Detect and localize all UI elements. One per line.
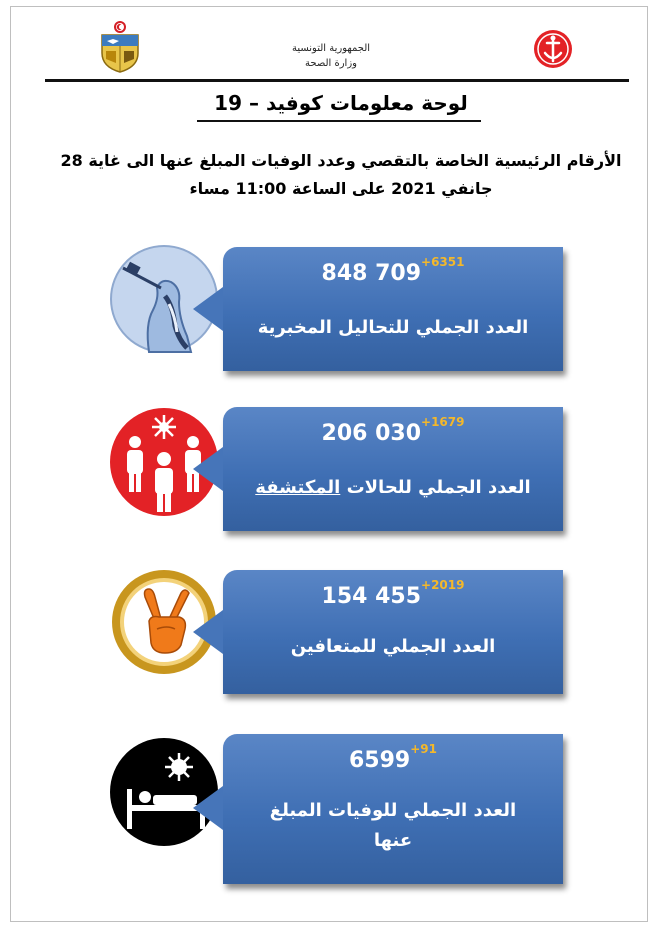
title-underline xyxy=(197,120,481,122)
stat-label xyxy=(233,796,553,856)
page-title: لوحة معلومات كوفيد – 19 xyxy=(214,91,468,115)
stat-label-underlined: المكتشفة xyxy=(255,477,341,498)
header-rule xyxy=(45,79,629,82)
total-value xyxy=(223,578,563,609)
daily-delta: +6351 xyxy=(421,255,465,269)
total-value xyxy=(223,415,563,446)
health-ministry-logo-icon xyxy=(533,29,573,69)
total-number: 6599 xyxy=(349,748,411,773)
total-number: 848 709 xyxy=(321,261,422,286)
ministry-name: وزارة الصحة xyxy=(305,58,357,69)
total-number: 206 030 xyxy=(321,421,422,446)
stat-card-lab-tests xyxy=(223,247,563,371)
daily-delta: +91 xyxy=(410,742,437,756)
stat-card-deaths xyxy=(223,734,563,884)
stat-card-recovered xyxy=(223,570,563,694)
total-value xyxy=(223,742,563,773)
stat-label: العدد الجملي للمتعافين xyxy=(290,636,496,657)
stat-label xyxy=(233,473,553,503)
total-number: 154 455 xyxy=(321,584,422,609)
daily-delta: +2019 xyxy=(421,578,465,592)
subtitle-line-2: جانفي 2021 على الساعة 11:00 مساء xyxy=(189,179,493,198)
stat-label: العدد الجملي للتحاليل المخبرية xyxy=(257,317,529,338)
daily-delta: +1679 xyxy=(421,415,465,429)
stat-card-detected-cases xyxy=(223,407,563,531)
stat-label-line-1: العدد الجملي للوفيات المبلغ xyxy=(269,800,517,821)
coat-of-arms-icon xyxy=(97,19,143,73)
stat-label-line-2: عنها xyxy=(373,830,413,851)
ministry-header xyxy=(251,41,411,71)
document-page xyxy=(10,6,648,922)
total-value xyxy=(223,255,563,286)
stat-label-text: العدد الجملي للحالات xyxy=(340,477,531,498)
report-subtitle xyxy=(41,147,641,203)
republic-name: الجمهورية التونسية xyxy=(291,43,371,54)
subtitle-line-1: الأرقام الرئيسية الخاصة بالتقصي وعدد الوفيات المبلغ عنها الى غاية 28 xyxy=(60,151,622,170)
